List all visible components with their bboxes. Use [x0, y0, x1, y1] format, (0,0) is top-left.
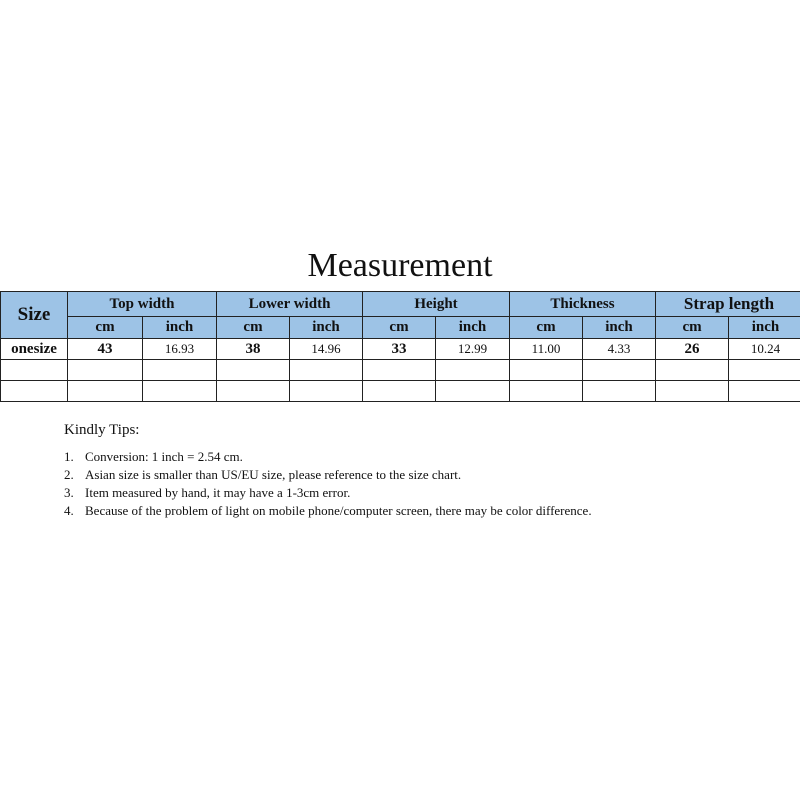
lower-width-cm: 38: [217, 339, 290, 360]
table-row: [1, 339, 800, 360]
tip-number: 3.: [64, 485, 74, 500]
tips-title: Kindly Tips:: [64, 422, 140, 438]
height-cm: 33: [363, 339, 436, 360]
strap-length-cm: 26: [656, 339, 729, 360]
tip-number: 1.: [64, 449, 74, 464]
lower-width-header: Lower width: [217, 292, 363, 317]
table-unit-row: [1, 317, 800, 339]
unit-header-inch: inch: [143, 317, 217, 339]
table-header-row: [1, 292, 800, 317]
lower-width-inch: 14.96: [290, 339, 363, 360]
top-width-header: Top width: [68, 292, 217, 317]
height-header: Height: [363, 292, 510, 317]
tip-text: Because of the problem of light on mobile phone/computer screen, there may be color difference.: [85, 503, 592, 518]
tip-item: [64, 466, 624, 484]
tips-list: [64, 448, 624, 520]
table-row-empty: [1, 381, 800, 402]
unit-header-cm: cm: [510, 317, 583, 339]
unit-header-inch: inch: [729, 317, 800, 339]
page-title: Measurement: [307, 247, 493, 284]
kindly-tips: [64, 420, 624, 520]
thickness-header: Thickness: [510, 292, 656, 317]
strap-length-inch: 10.24: [729, 339, 800, 360]
tip-text: Conversion: 1 inch = 2.54 cm.: [85, 449, 243, 464]
size-label: onesize: [1, 339, 68, 360]
unit-header-inch: inch: [583, 317, 656, 339]
top-width-cm: 43: [68, 339, 143, 360]
tip-text: Item measured by hand, it may have a 1-3cm error.: [85, 485, 351, 500]
tip-item: [64, 484, 624, 502]
unit-header-cm: cm: [217, 317, 290, 339]
tip-item: [64, 502, 624, 520]
height-inch: 12.99: [436, 339, 510, 360]
unit-header-cm: cm: [363, 317, 436, 339]
unit-header-cm: cm: [656, 317, 729, 339]
tip-number: 4.: [64, 503, 74, 518]
thickness-inch: 4.33: [583, 339, 656, 360]
top-width-inch: 16.93: [143, 339, 217, 360]
size-table: [0, 291, 800, 402]
unit-header-inch: inch: [436, 317, 510, 339]
tip-number: 2.: [64, 467, 74, 482]
tip-text: Asian size is smaller than US/EU size, please reference to the size chart.: [85, 467, 462, 482]
unit-header-inch: inch: [290, 317, 363, 339]
size-column-header: Size: [1, 292, 68, 339]
table-row-empty: [1, 360, 800, 381]
thickness-cm: 11.00: [510, 339, 583, 360]
strap-length-header: Strap length: [656, 292, 800, 317]
tip-item: [64, 448, 624, 466]
unit-header-cm: cm: [68, 317, 143, 339]
